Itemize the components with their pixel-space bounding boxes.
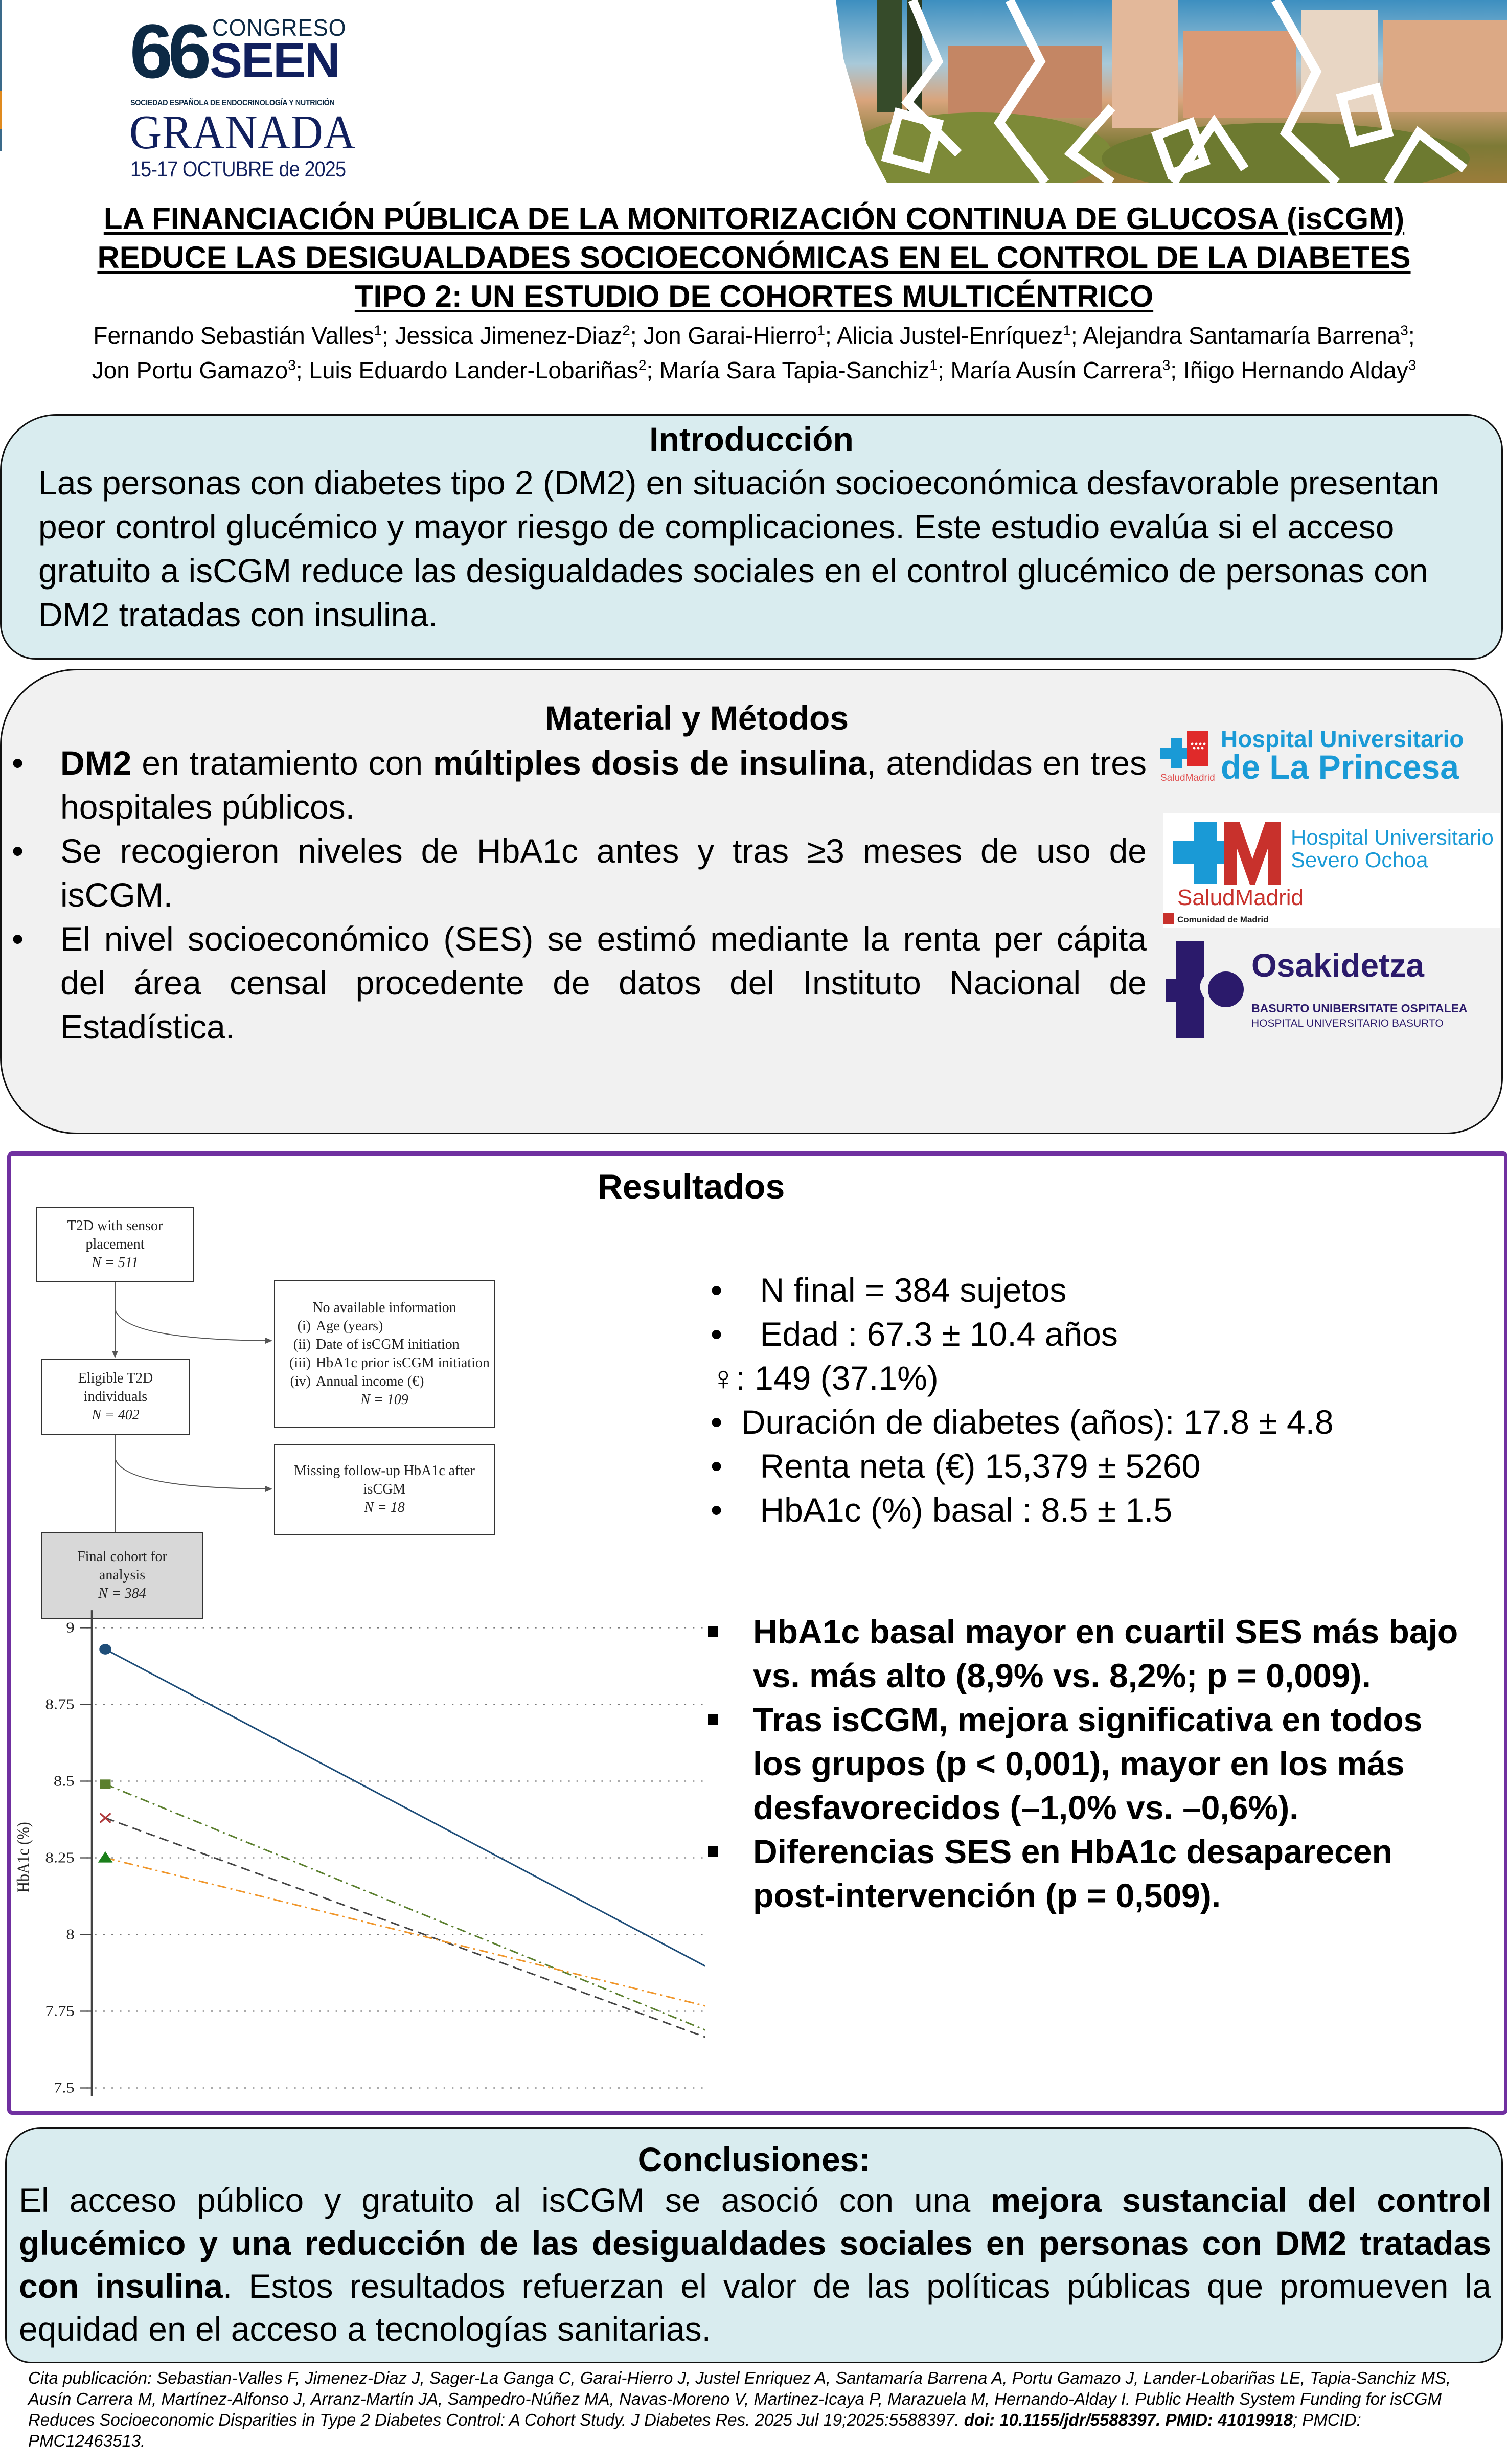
flow-box-missing-followup	[274, 1444, 495, 1535]
logo-society: SOCIEDAD ESPAÑOLA DE ENDOCRINOLOGÍA Y NUTRICIÓN	[130, 99, 335, 107]
conclusions-text	[19, 2179, 1491, 2350]
methods-item	[2, 741, 1147, 829]
conclusion-text: El acceso público y gratuito al isCGM se asoció con una	[19, 2181, 991, 2219]
hba1c-chart	[10, 1606, 705, 2096]
osakidetza-cross-icon	[1166, 941, 1204, 1038]
finding-text: Diferencias SES en HbA1c desaparecen post-intervención (p = 0,509).	[753, 1833, 1392, 1914]
author-affiliation: 2	[622, 323, 630, 338]
author: Fernando Sebastián Valles$^1$	[93, 322, 382, 349]
methods-list	[2, 741, 1147, 1049]
finding-item	[708, 1610, 1465, 1698]
comunidad-flag-icon	[1163, 913, 1174, 924]
svg-text:Hospital Universitario: Hospital Universitario	[1221, 726, 1464, 752]
author: María Sara Tapia-Sanchiz$^1$	[659, 356, 938, 383]
salud-madrid-m-icon	[1224, 822, 1281, 885]
flow-box-eligible	[41, 1359, 190, 1435]
y-tick-label: 8.75	[45, 1696, 75, 1713]
conclusion-text: . Estos resultados refuerzan el valor de las políticas públicas que promueven la equidad en el acceso a tecnologías sanitarias.	[19, 2267, 1491, 2348]
y-tick-label: 7.75	[45, 2003, 75, 2020]
edge-strip-accent	[0, 91, 2, 129]
series-line-q3	[105, 1784, 705, 2039]
author-affiliation: 3	[1162, 357, 1171, 373]
author: Iñigo Hernando Alday$^3$	[1183, 356, 1417, 383]
citation-doi: doi: 10.1155/jdr/5588397. PMID: 41019918	[964, 2410, 1293, 2429]
methods-item	[2, 917, 1147, 1049]
conclusions-panel	[5, 2127, 1503, 2363]
methods-text: en tratamiento con	[131, 744, 433, 782]
exclusion-item	[281, 1317, 494, 1336]
osakidetza-dot-icon	[1208, 971, 1244, 1007]
exclusion-text: Age (years)	[316, 1318, 383, 1334]
svg-text:Osakidetza: Osakidetza	[1251, 947, 1424, 984]
exclusion-number: (iv)	[290, 1373, 311, 1389]
introduction-text: Las personas con diabetes tipo 2 (DM2) en situación socioeconómica desfavorable presentan peor control glucémico y mayor riesgo de complicaciones. Este estudio evalúa si el acceso gratuito a isCGM reduce las desigualdades sociales en el control glucémico de personas con DM2 tratadas con insulina.	[38, 464, 1440, 634]
hospital-logo-severo-ochoa	[1163, 813, 1500, 928]
flow-text: placement	[85, 1236, 145, 1252]
svg-text:Comunidad de Madrid: Comunidad de Madrid	[1177, 915, 1269, 924]
author: Jessica Jimenez-Diaz$^2$	[395, 322, 630, 349]
flow-box-sensor-placement	[36, 1207, 194, 1282]
stat-line: • Duración de diabetes (años): 17.8 ± 4.8	[711, 1403, 1334, 1441]
conclusion-text: mejora sustancial del control glucémico y una reducción de las desigualdades sociales en personas con DM2 tratadas con insulina	[19, 2181, 1491, 2305]
bullet-icon: •	[12, 744, 24, 782]
square-bullet-icon	[708, 1714, 718, 1725]
flow-count: N = 109	[360, 1392, 408, 1408]
flow-count: N = 511	[92, 1255, 139, 1271]
author-affiliation: 1	[1063, 323, 1071, 338]
exclusion-text: Date of isCGM initiation	[316, 1337, 460, 1352]
conclusions-heading: Conclusiones:	[637, 2140, 871, 2178]
poster-title: LA FINANCIACIÓN PÚBLICA DE LA MONITORIZACIÓN CONTINUA DE GLUCOSA (isCGM) REDUCE LAS DESIGUALDADES SOCIOECONÓMICAS EN EL CONTROL DE LA DIABETES TIPO 2: UN ESTUDIO DE COHORTES MULTICÉNTRICO	[97, 201, 1411, 313]
finding-text: HbA1c basal mayor en cuartil SES más bajo vs. más alto (8,9% vs. 8,2%; p = 0,009).	[753, 1613, 1458, 1694]
data-point-q1	[99, 1644, 111, 1655]
exclusion-item	[281, 1354, 494, 1372]
citation-pmcid: ; PMCID: PMC12463513.	[28, 2410, 1361, 2450]
methods-text: múltiples dosis de insulina	[433, 744, 867, 782]
bullet-icon: •	[12, 920, 24, 958]
flow-text: individuals	[83, 1389, 148, 1405]
author: Alicia Justel-Enríquez$^1$	[837, 322, 1071, 349]
svg-text:HOSPITAL UNIVERSITARIO BASURTO: HOSPITAL UNIVERSITARIO BASURTO	[1251, 1018, 1444, 1029]
flow-text: isCGM	[363, 1481, 406, 1497]
hospital-logo-la-princesa	[1160, 724, 1498, 785]
svg-text:de La Princesa: de La Princesa	[1221, 748, 1459, 785]
svg-text:Severo Ochoa: Severo Ochoa	[1291, 848, 1428, 872]
svg-text:SaludMadrid: SaludMadrid	[1177, 885, 1304, 910]
exclusion-item	[281, 1372, 494, 1391]
data-point-q4	[98, 1851, 113, 1863]
y-tick-label: 8.25	[45, 1849, 75, 1866]
flow-count: N = 402	[92, 1407, 140, 1423]
exclusion-item	[281, 1336, 494, 1354]
y-tick-label: 7.5	[53, 2079, 75, 2096]
stat-line: • Edad : 67.3 ± 10.4 años	[711, 1315, 1118, 1353]
svg-text:Hospital Universitario: Hospital Universitario	[1291, 825, 1494, 849]
y-tick-label: 8	[66, 1926, 75, 1943]
finding-text: Tras isCGM, mejora significativa en todos los grupos (p < 0,001), mayor en los más desfavorecidos (–1,0% vs. –0,6%).	[753, 1701, 1423, 1826]
flow-text: analysis	[99, 1567, 146, 1583]
methods-text: DM2	[60, 744, 132, 782]
hosp1-sub: SaludMadrid	[1160, 773, 1215, 783]
author-affiliation: 3	[288, 357, 296, 373]
results-stats	[711, 1268, 1334, 1532]
stat-line: ♀: 149 (37.1%)	[711, 1359, 939, 1397]
data-point-q3	[100, 1779, 111, 1789]
author: Luis Eduardo Lander-Lobariñas$^2$	[309, 356, 647, 383]
flow-count: N = 384	[98, 1586, 146, 1601]
author-affiliation: 1	[817, 323, 825, 338]
methods-heading: Material y Métodos	[544, 699, 849, 737]
exclusion-text: Annual income (€)	[316, 1373, 424, 1389]
citation-text: Cita publicación: Sebastian-Valles F, Jimenez-Diaz J, Sager-La Ganga C, Garai-Hierro J, Justel Enriquez A, Santamaría Barrena A, Portu Gamazo J, Lander-Lobariñas LE, Tapia-Sanchiz MS, Ausín Carrera M, Martínez-Alfonso J, Arranz-Martín JA, Sampedro-Núñez MA, Navas-Moreno V, Martinez-Icaya P, Marazuela M, Hernando-Alday I. Public Health System Funding for isCGM Reduces Socioeconomic Disparities in Type 2 Diabetes Control: A Cohort Study. J Diabetes Res. 2025 Jul 19;2025:5588397.	[28, 2368, 1451, 2429]
stat-line: • HbA1c (%) basal : 8.5 ± 1.5	[711, 1491, 1173, 1529]
bullet-icon: •	[12, 832, 24, 870]
logo-seen: SEEN	[210, 33, 339, 88]
flow-text: Missing follow-up HbA1c after	[294, 1463, 475, 1479]
flow-box-excluded-no-info	[274, 1280, 495, 1428]
y-tick-label: 8.5	[53, 1773, 75, 1790]
square-bullet-icon	[708, 1626, 718, 1637]
flow-text: Final cohort for	[77, 1549, 167, 1565]
author-affiliation: 1	[929, 357, 938, 373]
logo-city: GRANADA	[129, 106, 356, 159]
logo-dates: 15-17 OCTUBRE de 2025	[130, 157, 346, 182]
finding-item	[708, 1829, 1465, 1917]
citation	[28, 2367, 1459, 2451]
finding-item	[708, 1698, 1465, 1829]
exclusion-text: HbA1c prior isCGM initiation	[316, 1355, 490, 1371]
methods-text: Se recogieron niveles de HbA1c antes y tras ≥3 meses de uso de isCGM.	[60, 832, 1147, 914]
exclusion-number: (iii)	[289, 1355, 311, 1371]
y-axis-label: HbA1c (%)	[13, 1822, 33, 1893]
header-granada-image	[826, 0, 1507, 183]
chart-plot-area	[14, 1610, 705, 2096]
stat-line: • Renta neta (€) 15,379 ± 5260	[711, 1447, 1201, 1485]
logo-congreso: CONGRESO	[212, 14, 347, 41]
methods-text: El nivel socioeconómico (SES) se estimó mediante la renta per cápita del área censal procedente de datos del Instituto Nacional de Estadística.	[60, 920, 1147, 1046]
flow-text: Eligible T2D	[78, 1370, 153, 1386]
author: Jon Portu Gamazo$^3$	[92, 356, 296, 383]
author-list: Fernando Sebastián Valles$^1$; Jessica Jimenez-Diaz$^2$; Jon Garai-Hierro$^1$; Alicia Justel-Enríquez$^1$; Alejandra Santamaría Barrena$^3$; Jon Portu Gamazo$^3$; Luis Eduardo Lander-Lobariñas$^2$; María Sara Tapia-Sanchiz$^1$; María Ausín Carrera$^3$; Iñigo Hernando Alday$^3$	[92, 322, 1417, 383]
introduction-heading: Introducción	[649, 420, 854, 458]
logo-number: 66	[129, 8, 207, 94]
author: Jon Garai-Hierro$^1$	[643, 322, 825, 349]
stat-line: • N final = 384 sujetos	[711, 1271, 1067, 1309]
flow-exclusion-list	[275, 1317, 494, 1391]
author-affiliation: 3	[1400, 323, 1408, 338]
y-tick-label: 9	[66, 1619, 75, 1636]
author-affiliation: 3	[1408, 357, 1417, 373]
author-affiliation: 2	[638, 357, 647, 373]
introduction-panel	[0, 414, 1503, 660]
data-point-q2	[100, 1813, 111, 1822]
svg-text:BASURTO UNIBERSITATE OSPITALEA: BASURTO UNIBERSITATE OSPITALEA	[1251, 1002, 1468, 1015]
exclusion-number: (i)	[297, 1318, 311, 1334]
results-heading: Resultados	[597, 1167, 785, 1206]
square-bullet-icon	[708, 1846, 718, 1857]
results-findings	[708, 1610, 1465, 1917]
methods-text: , atendidas en tres hospitales públicos.	[60, 744, 1147, 826]
methods-item	[2, 829, 1147, 917]
author: María Ausín Carrera$^3$	[950, 356, 1171, 383]
exclusion-number: (ii)	[293, 1337, 311, 1352]
author-affiliation: 1	[374, 323, 382, 338]
flow-count: N = 18	[364, 1500, 405, 1516]
hospital-logo-osakidetza	[1166, 941, 1503, 1038]
flow-text: T2D with sensor	[67, 1218, 163, 1234]
flow-text: No available information	[312, 1300, 456, 1316]
author: Alejandra Santamaría Barrena$^3$	[1082, 322, 1408, 349]
congress-logo	[129, 8, 386, 182]
